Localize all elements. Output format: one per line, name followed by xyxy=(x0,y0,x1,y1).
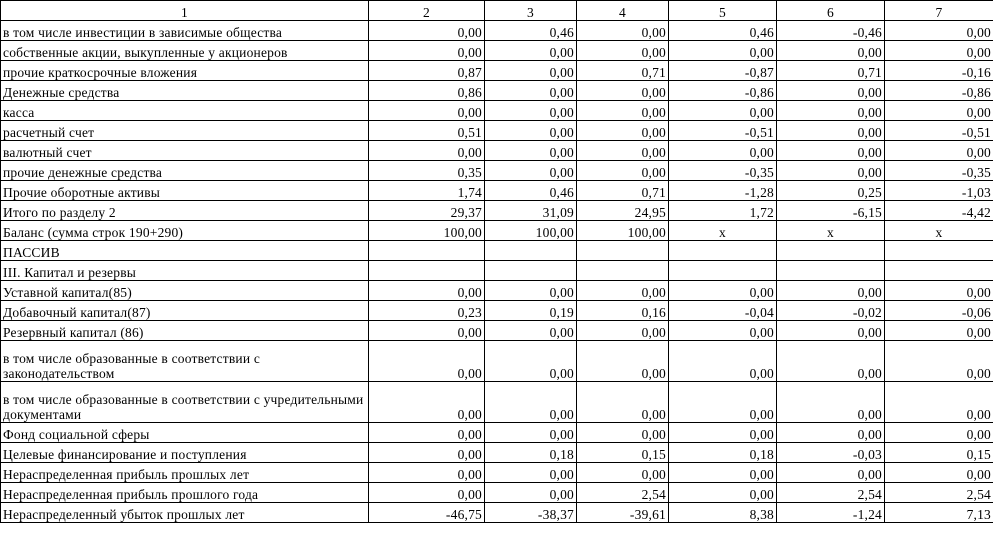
value-cell: 0,00 xyxy=(485,281,577,301)
header-cell: 1 xyxy=(1,1,369,21)
value-cell: 0,00 xyxy=(485,423,577,443)
value-cell: 0,00 xyxy=(885,141,993,161)
value-cell: 0,25 xyxy=(777,181,885,201)
value-cell: 0,87 xyxy=(369,61,485,81)
table-row xyxy=(1,161,993,181)
value-cell: 0,00 xyxy=(577,281,669,301)
value-cell: 0,00 xyxy=(777,101,885,121)
value-cell: 0,00 xyxy=(577,41,669,61)
value-cell: 0,46 xyxy=(669,21,777,41)
table-row xyxy=(1,382,993,423)
row-label: Уставной капитал(85) xyxy=(1,281,369,301)
value-cell: 0,00 xyxy=(777,41,885,61)
value-cell: 0,00 xyxy=(777,321,885,341)
value-cell: -0,03 xyxy=(777,443,885,463)
row-label: Нераспределенный убыток прошлых лет xyxy=(1,503,369,523)
value-cell xyxy=(885,261,993,281)
row-label: в том числе образованные в соответствии с законодательством xyxy=(1,341,369,382)
value-cell: 0,00 xyxy=(485,41,577,61)
value-cell: 1,74 xyxy=(369,181,485,201)
value-cell: 0,00 xyxy=(885,423,993,443)
value-cell: 2,54 xyxy=(577,483,669,503)
value-cell: 0,00 xyxy=(777,81,885,101)
value-cell: 0,00 xyxy=(485,121,577,141)
row-label: Фонд социальной сферы xyxy=(1,423,369,443)
table-row xyxy=(1,301,993,321)
value-cell: 0,00 xyxy=(369,141,485,161)
value-cell: 31,09 xyxy=(485,201,577,221)
value-cell: -0,51 xyxy=(669,121,777,141)
value-cell: 0,18 xyxy=(485,443,577,463)
header-row xyxy=(1,1,993,21)
value-cell: 0,00 xyxy=(485,341,577,382)
value-cell: 0,00 xyxy=(577,423,669,443)
value-cell: -4,42 xyxy=(885,201,993,221)
table-row xyxy=(1,221,993,241)
table-row xyxy=(1,141,993,161)
row-label: прочие денежные средства xyxy=(1,161,369,181)
row-label: прочие краткосрочные вложения xyxy=(1,61,369,81)
value-cell: 100,00 xyxy=(577,221,669,241)
value-cell: 0,00 xyxy=(369,423,485,443)
table-row xyxy=(1,423,993,443)
value-cell: 0,00 xyxy=(885,281,993,301)
value-cell: 0,15 xyxy=(577,443,669,463)
value-cell: 0,15 xyxy=(885,443,993,463)
value-cell: -1,28 xyxy=(669,181,777,201)
value-cell: 0,00 xyxy=(369,321,485,341)
value-cell: 0,00 xyxy=(369,21,485,41)
value-cell: 0,00 xyxy=(777,281,885,301)
row-label: Резервный капитал (86) xyxy=(1,321,369,341)
row-label: в том числе образованные в соответствии с учредительными документами xyxy=(1,382,369,423)
value-cell: 100,00 xyxy=(485,221,577,241)
value-cell: 0,00 xyxy=(777,463,885,483)
value-cell: -0,02 xyxy=(777,301,885,321)
value-cell xyxy=(485,241,577,261)
row-label: в том числе инвестиции в зависимые общества xyxy=(1,21,369,41)
value-cell: 8,38 xyxy=(669,503,777,523)
row-label: расчетный счет xyxy=(1,121,369,141)
row-label: Нераспределенная прибыль прошлого года xyxy=(1,483,369,503)
table-row xyxy=(1,341,993,382)
value-cell xyxy=(369,261,485,281)
table-row xyxy=(1,101,993,121)
table-row xyxy=(1,443,993,463)
row-label: Прочие оборотные активы xyxy=(1,181,369,201)
value-cell: 0,00 xyxy=(369,41,485,61)
value-cell xyxy=(669,261,777,281)
value-cell: -1,24 xyxy=(777,503,885,523)
value-cell: 0,00 xyxy=(777,161,885,181)
row-label: валютный счет xyxy=(1,141,369,161)
value-cell: 0,00 xyxy=(669,382,777,423)
value-cell: 0,00 xyxy=(485,321,577,341)
value-cell xyxy=(369,241,485,261)
value-cell: 0,00 xyxy=(669,341,777,382)
value-cell: 0,00 xyxy=(485,61,577,81)
value-cell: 0,00 xyxy=(669,423,777,443)
row-label: Нераспределенная прибыль прошлых лет xyxy=(1,463,369,483)
table-row xyxy=(1,121,993,141)
value-cell xyxy=(577,261,669,281)
row-label: касса xyxy=(1,101,369,121)
value-cell: 0,19 xyxy=(485,301,577,321)
header-cell: 2 xyxy=(369,1,485,21)
row-label: Целевые финансирование и поступления xyxy=(1,443,369,463)
value-cell: 2,54 xyxy=(777,483,885,503)
value-cell xyxy=(777,261,885,281)
value-cell: 0,86 xyxy=(369,81,485,101)
value-cell: 0,00 xyxy=(885,41,993,61)
value-cell: 0,00 xyxy=(885,101,993,121)
table-row xyxy=(1,181,993,201)
header-cell: 4 xyxy=(577,1,669,21)
table-row xyxy=(1,483,993,503)
row-label: Баланс (сумма строк 190+290) xyxy=(1,221,369,241)
value-cell: 0,00 xyxy=(577,161,669,181)
table-row xyxy=(1,463,993,483)
value-cell: 0,23 xyxy=(369,301,485,321)
value-cell: 0,00 xyxy=(369,341,485,382)
value-cell: 0,00 xyxy=(669,141,777,161)
value-cell: x xyxy=(669,221,777,241)
value-cell: -0,51 xyxy=(885,121,993,141)
value-cell: 24,95 xyxy=(577,201,669,221)
value-cell: 0,00 xyxy=(669,483,777,503)
table-row xyxy=(1,61,993,81)
value-cell: 0,00 xyxy=(669,41,777,61)
value-cell: -0,86 xyxy=(885,81,993,101)
table-row xyxy=(1,81,993,101)
header-cell: 5 xyxy=(669,1,777,21)
value-cell: 0,18 xyxy=(669,443,777,463)
value-cell: 0,00 xyxy=(777,382,885,423)
value-cell: 0,00 xyxy=(485,141,577,161)
value-cell: 0,00 xyxy=(369,101,485,121)
value-cell: 0,00 xyxy=(485,101,577,121)
value-cell: 0,00 xyxy=(369,483,485,503)
value-cell: -0,46 xyxy=(777,21,885,41)
table-row xyxy=(1,261,993,281)
value-cell: 0,00 xyxy=(577,141,669,161)
value-cell: 0,00 xyxy=(577,81,669,101)
value-cell: 0,46 xyxy=(485,181,577,201)
value-cell: 0,16 xyxy=(577,301,669,321)
value-cell: -1,03 xyxy=(885,181,993,201)
value-cell: 2,54 xyxy=(885,483,993,503)
value-cell: 0,71 xyxy=(777,61,885,81)
header-cell: 7 xyxy=(885,1,993,21)
value-cell: 0,00 xyxy=(885,382,993,423)
value-cell: 0,00 xyxy=(577,21,669,41)
value-cell: 100,00 xyxy=(369,221,485,241)
value-cell: 0,00 xyxy=(669,281,777,301)
row-label: III. Капитал и резервы xyxy=(1,261,369,281)
value-cell: 0,51 xyxy=(369,121,485,141)
value-cell: 1,72 xyxy=(669,201,777,221)
value-cell: 0,00 xyxy=(369,443,485,463)
value-cell: -0,87 xyxy=(669,61,777,81)
table-body xyxy=(1,1,993,523)
value-cell: 0,00 xyxy=(485,81,577,101)
value-cell: 0,00 xyxy=(777,141,885,161)
value-cell: 0,00 xyxy=(777,341,885,382)
value-cell: 0,71 xyxy=(577,181,669,201)
value-cell: 0,00 xyxy=(577,382,669,423)
value-cell: 0,00 xyxy=(885,463,993,483)
value-cell: -0,86 xyxy=(669,81,777,101)
value-cell: 29,37 xyxy=(369,201,485,221)
value-cell: 0,00 xyxy=(777,121,885,141)
value-cell: x xyxy=(777,221,885,241)
table-row xyxy=(1,503,993,523)
value-cell: -46,75 xyxy=(369,503,485,523)
value-cell: 0,71 xyxy=(577,61,669,81)
value-cell: -39,61 xyxy=(577,503,669,523)
value-cell: -0,16 xyxy=(885,61,993,81)
value-cell: 0,00 xyxy=(885,321,993,341)
value-cell: 0,00 xyxy=(777,423,885,443)
value-cell xyxy=(577,241,669,261)
value-cell xyxy=(777,241,885,261)
table-row xyxy=(1,41,993,61)
value-cell: 0,00 xyxy=(485,382,577,423)
value-cell: -0,35 xyxy=(669,161,777,181)
row-label: собственные акции, выкупленные у акционеров xyxy=(1,41,369,61)
value-cell: 0,00 xyxy=(369,382,485,423)
value-cell: 0,00 xyxy=(669,321,777,341)
value-cell: 0,00 xyxy=(669,101,777,121)
value-cell: -0,06 xyxy=(885,301,993,321)
value-cell xyxy=(669,241,777,261)
header-cell: 3 xyxy=(485,1,577,21)
value-cell xyxy=(885,241,993,261)
value-cell: 0,00 xyxy=(485,161,577,181)
value-cell: 0,00 xyxy=(885,341,993,382)
value-cell: 0,00 xyxy=(369,281,485,301)
table-row xyxy=(1,281,993,301)
value-cell: -6,15 xyxy=(777,201,885,221)
value-cell: 0,35 xyxy=(369,161,485,181)
table-row xyxy=(1,241,993,261)
table-row xyxy=(1,321,993,341)
value-cell: 0,00 xyxy=(885,21,993,41)
value-cell: 0,00 xyxy=(369,463,485,483)
value-cell: 0,00 xyxy=(485,463,577,483)
table-row xyxy=(1,201,993,221)
row-label: ПАССИВ xyxy=(1,241,369,261)
value-cell: 0,00 xyxy=(577,101,669,121)
value-cell: 0,46 xyxy=(485,21,577,41)
row-label: Итого по разделу 2 xyxy=(1,201,369,221)
value-cell: -38,37 xyxy=(485,503,577,523)
row-label: Добавочный капитал(87) xyxy=(1,301,369,321)
value-cell: 0,00 xyxy=(577,341,669,382)
value-cell: -0,04 xyxy=(669,301,777,321)
value-cell: 0,00 xyxy=(577,321,669,341)
value-cell: 0,00 xyxy=(577,463,669,483)
value-cell: -0,35 xyxy=(885,161,993,181)
value-cell: 7,13 xyxy=(885,503,993,523)
value-cell xyxy=(485,261,577,281)
value-cell: 0,00 xyxy=(669,463,777,483)
value-cell: 0,00 xyxy=(577,121,669,141)
table-row xyxy=(1,21,993,41)
value-cell: 0,00 xyxy=(485,483,577,503)
header-cell: 6 xyxy=(777,1,885,21)
value-cell: x xyxy=(885,221,993,241)
row-label: Денежные средства xyxy=(1,81,369,101)
